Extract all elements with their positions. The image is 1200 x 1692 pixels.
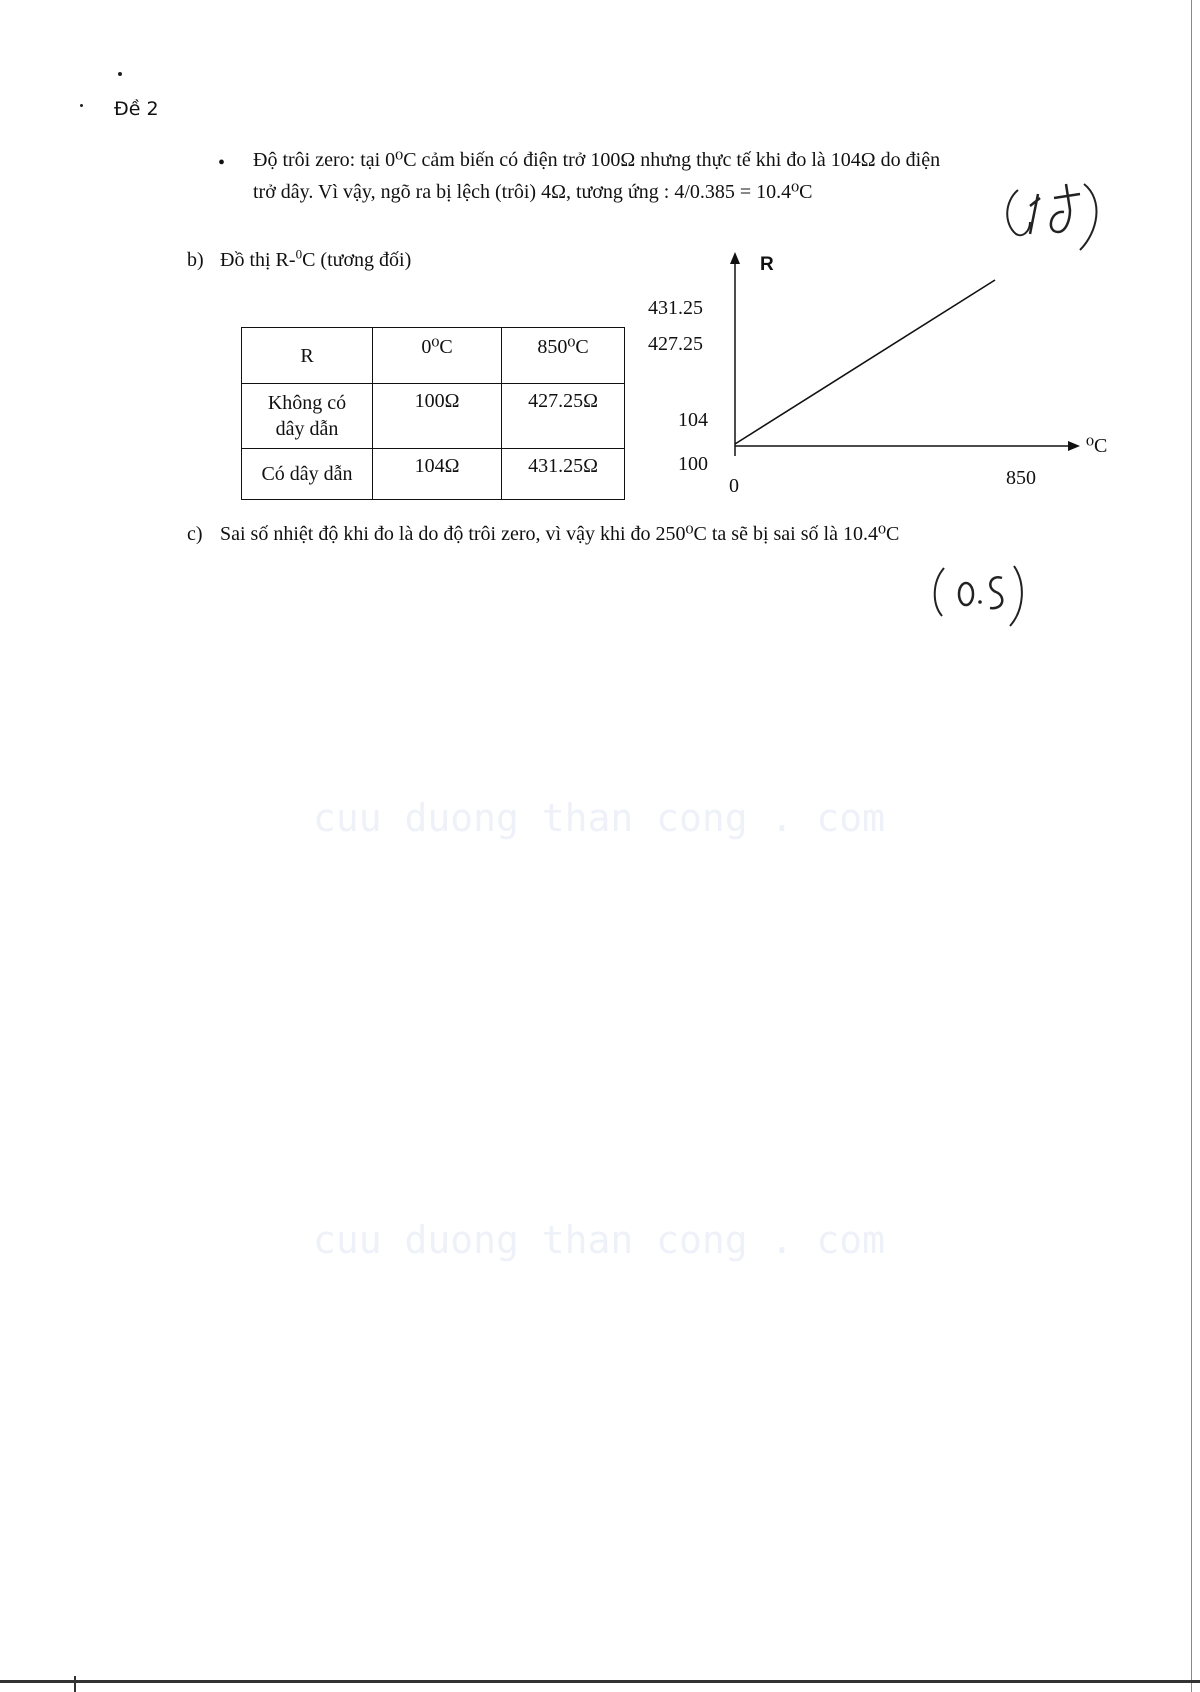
y-tick-label: 104	[678, 409, 708, 431]
score-05-text: (0.5)	[926, 560, 928, 561]
bullet-icon: •	[218, 152, 226, 174]
section-b-title-prefix: Đồ thị R-	[220, 249, 296, 271]
y-axis-label: R	[760, 254, 774, 275]
section-c-text: Sai số nhiệt độ khi đo là do độ trôi zero, vì vậy khi đo 250⁰C ta sẽ bị sai số là 10.4⁰C	[220, 523, 900, 545]
table-cell-value: 104Ω	[373, 449, 502, 500]
table-header-cell: 850⁰C	[502, 328, 625, 384]
table-row-label-line: dây dẫn	[275, 418, 339, 440]
resistance-table	[241, 327, 625, 500]
scan-speck	[80, 104, 83, 107]
table-header-cell: 0⁰C	[373, 328, 502, 384]
score-1d-text: (1đ)	[1000, 176, 1002, 177]
handwritten-score-1d	[1000, 176, 1110, 258]
table-row	[242, 384, 625, 449]
x-tick-label: 850	[1006, 467, 1036, 489]
page-edge-right	[1191, 0, 1192, 1692]
page-edge-tick	[74, 1676, 76, 1692]
r-temperature-chart	[640, 250, 1130, 500]
series-line	[735, 280, 995, 444]
table-row-label	[242, 384, 373, 449]
watermark-text: cuu duong than cong . com	[313, 1218, 885, 1262]
section-b-title	[220, 244, 411, 276]
section-c-marker: c)	[187, 523, 203, 545]
y-tick-label: 100	[678, 453, 708, 475]
scan-speck	[118, 72, 122, 76]
table-cell-value: 100Ω	[373, 384, 502, 449]
page-edge-bottom	[0, 1680, 1200, 1683]
bullet-line-2: trở dây. Vì vậy, ngõ ra bị lệch (trôi) 4Ω, tương ứng : 4/0.385 = 10.4⁰C	[253, 181, 813, 203]
page-header-label: Đề 2	[114, 98, 159, 120]
watermark-text: cuu duong than cong . com	[313, 796, 885, 840]
table-header-cell: R	[242, 328, 373, 384]
table-header-row	[242, 328, 625, 384]
x-axis-label: ⁰C	[1086, 435, 1108, 457]
table-row-label-line: Không có	[267, 392, 347, 414]
table-row	[242, 449, 625, 500]
section-b-marker: b)	[187, 249, 204, 271]
table-cell-value: 431.25Ω	[502, 449, 625, 500]
section-b-title-sup: 0	[295, 246, 303, 262]
y-axis-arrow-icon	[730, 252, 740, 264]
table-row-label: Có dây dẫn	[242, 449, 373, 500]
bullet-line-1: Độ trôi zero: tại 0⁰C cảm biến có điện trở 100Ω nhưng thực tế khi đo là 104Ω do điện	[253, 149, 941, 171]
x-axis-arrow-icon	[1068, 441, 1080, 451]
y-tick-label: 427.25	[648, 333, 703, 355]
handwritten-score-05	[926, 560, 1036, 636]
table-cell-value: 427.25Ω	[502, 384, 625, 449]
x-tick-label: 0	[729, 475, 739, 497]
section-b-title-suffix: C (tương đối)	[302, 249, 412, 271]
y-tick-label: 431.25	[648, 297, 703, 319]
